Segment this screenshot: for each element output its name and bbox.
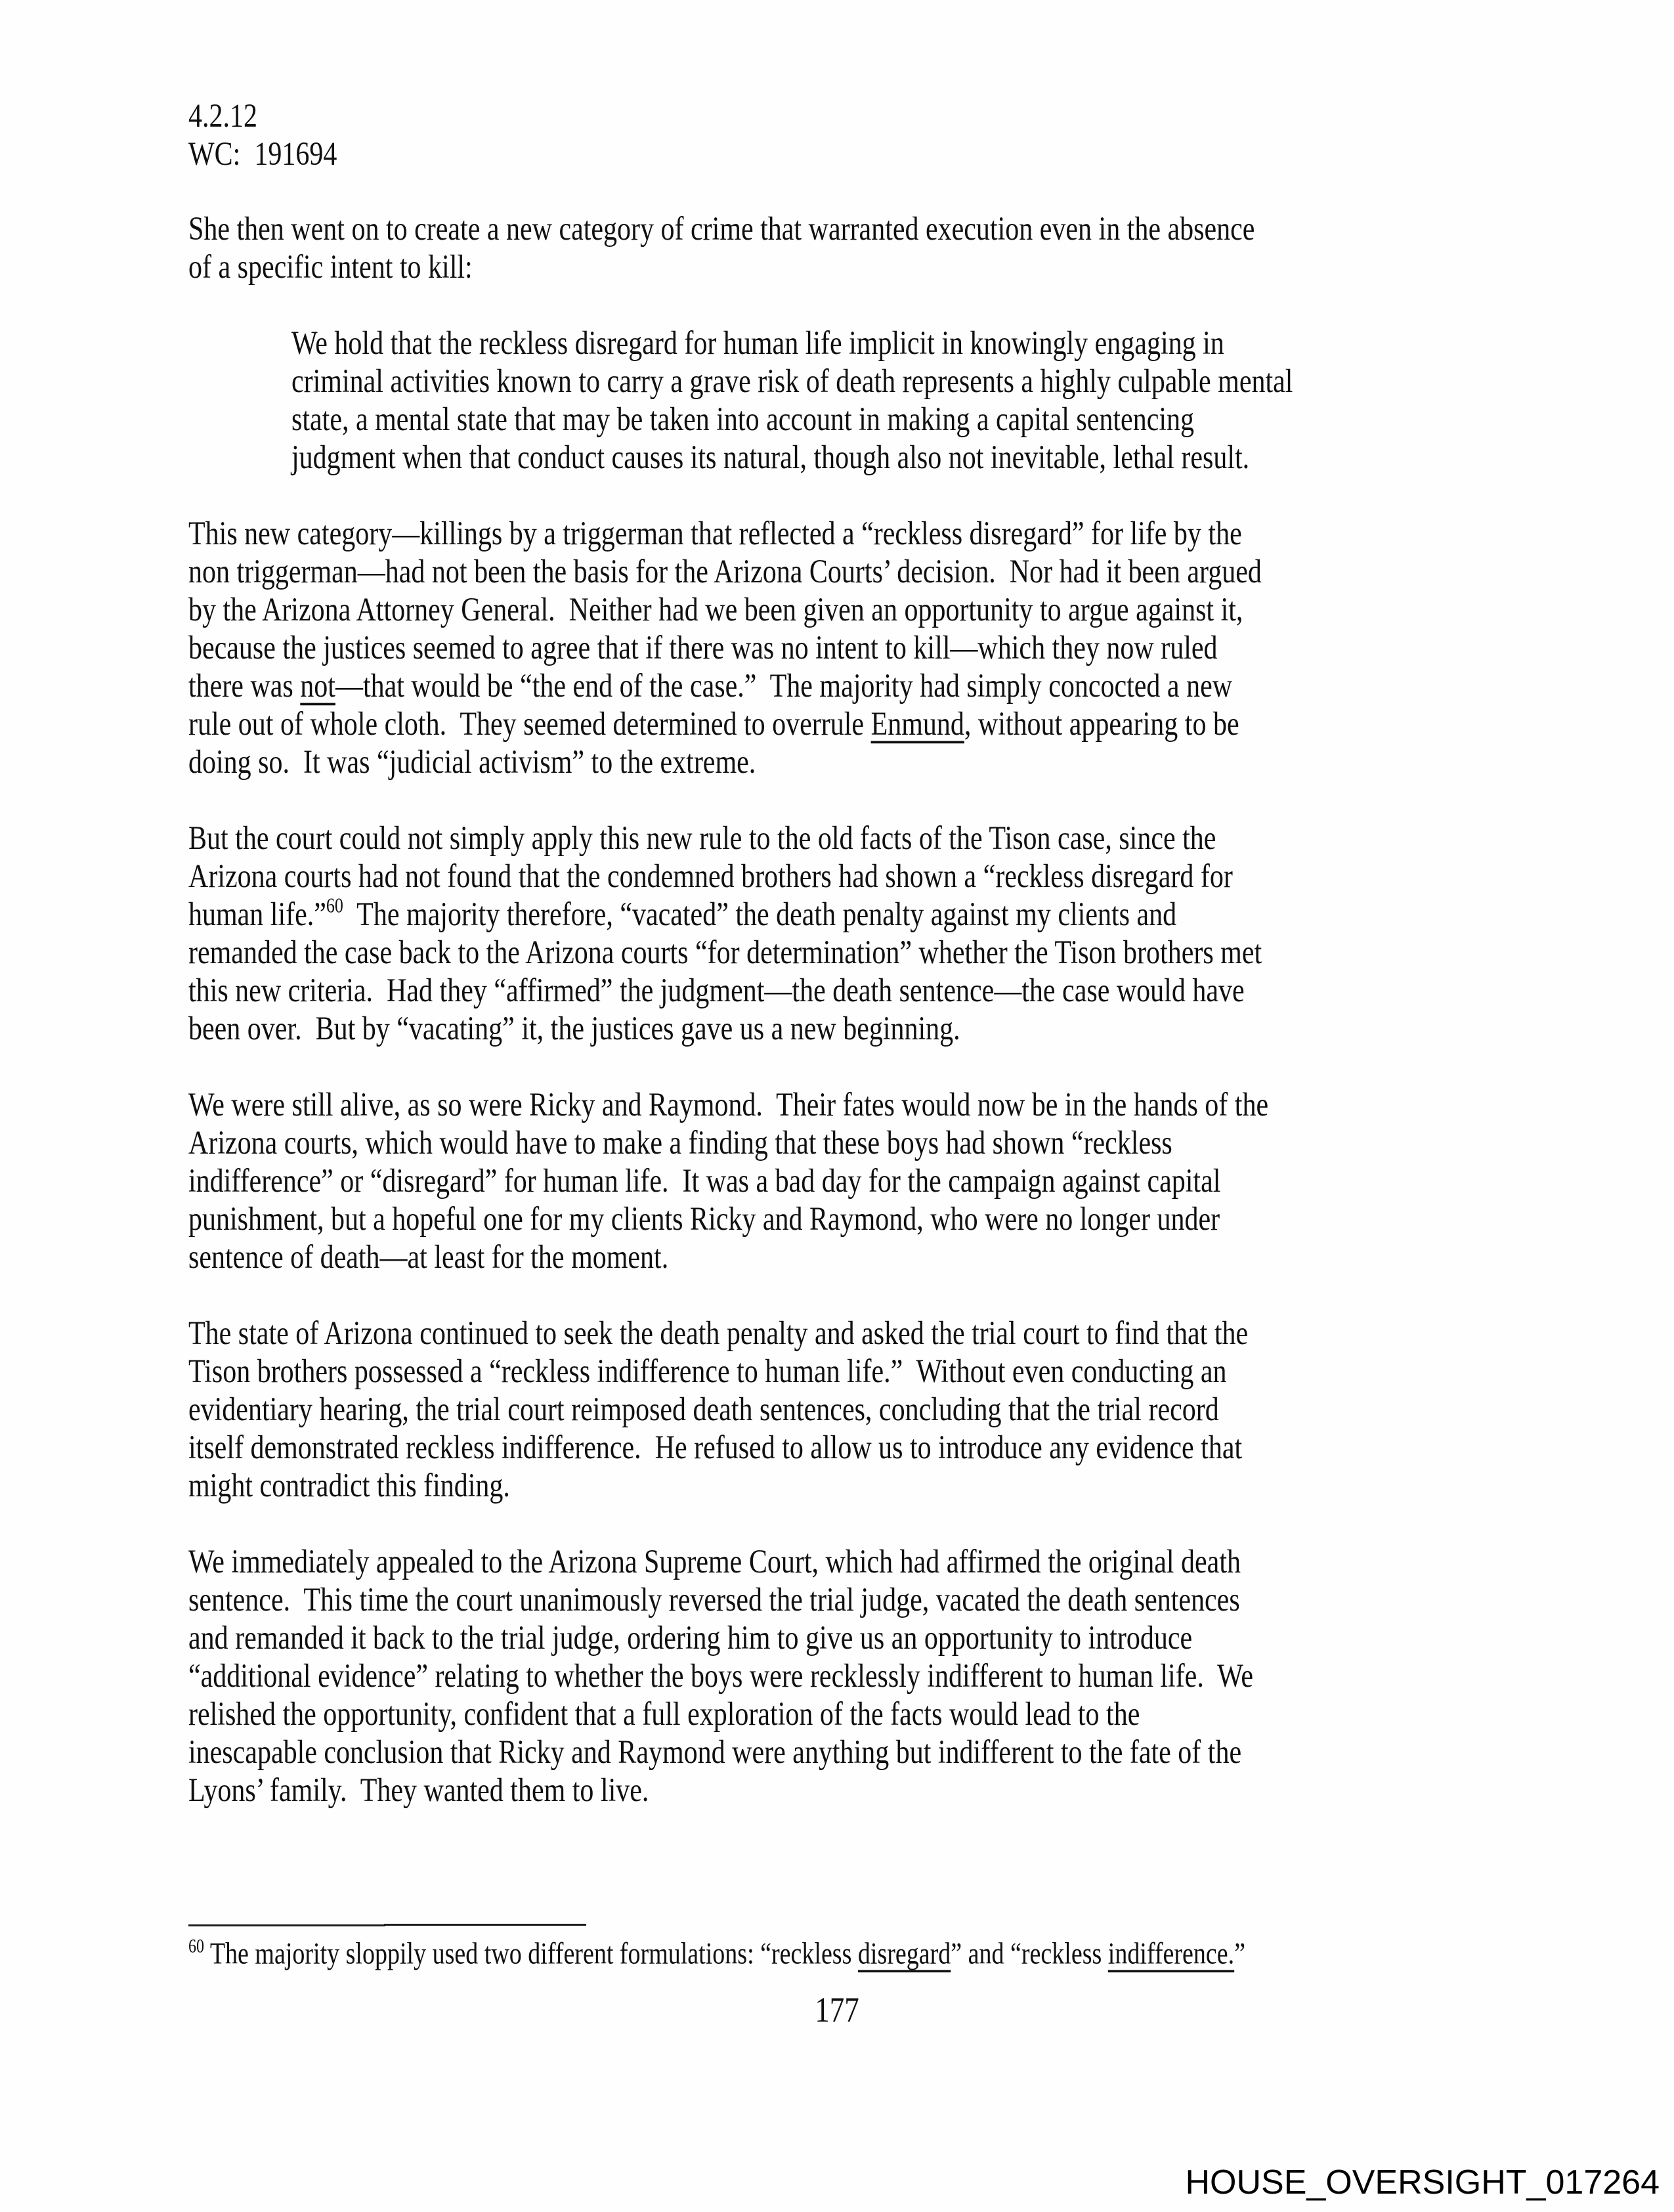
footnote-separator bbox=[188, 1924, 590, 1926]
footnote-area bbox=[188, 1924, 1501, 1970]
text-line bbox=[188, 1006, 1534, 1052]
paragraph bbox=[188, 1086, 1534, 1276]
page-number: 177 bbox=[815, 1990, 859, 2029]
text-segment: doing so. It was “judicial activism” to the extreme. bbox=[188, 743, 756, 781]
text-segment: this new criteria. Had they “affirmed” the judgment—the death sentence—the case would have bbox=[188, 972, 1245, 1010]
text-segment: Tison brothers possessed a “reckless indifference to human life.” Without even conducting an bbox=[188, 1353, 1227, 1391]
paragraph bbox=[188, 819, 1534, 1048]
text-segment: judgment when that conduct causes its natural, though also not inevitable, lethal result. bbox=[291, 439, 1250, 477]
text-segment: Arizona courts, which would have to make a finding that these boys had shown “reckless bbox=[188, 1124, 1172, 1162]
document-body bbox=[188, 210, 1534, 1810]
text-line bbox=[291, 435, 1534, 481]
footnote-reference: 60 bbox=[326, 894, 343, 917]
text-line bbox=[188, 244, 1534, 291]
text-segment: because the justices seemed to agree that if there was no intent to kill—which they now ruled bbox=[188, 629, 1218, 667]
text-line bbox=[188, 1234, 1534, 1281]
text-segment: been over. But by “vacating” it, the justices gave us a new beginning. bbox=[188, 1010, 960, 1048]
text-segment: relished the opportunity, confident that a full exploration of the facts would lead to the bbox=[188, 1695, 1140, 1733]
text-line bbox=[188, 1463, 1534, 1509]
text-line bbox=[188, 739, 1534, 786]
footnote-reference: 60 bbox=[188, 1936, 204, 1957]
text-line bbox=[188, 1767, 1534, 1814]
text-segment: ” and “reckless bbox=[951, 1937, 1108, 1971]
text-segment: Arizona courts had not found that the condemned brothers had shown a “reckless disregard for bbox=[188, 857, 1233, 896]
text-segment: This new category—killings by a triggerman that reflected a “reckless disregard” for life by the bbox=[188, 515, 1242, 553]
footnote-separator-segment bbox=[188, 1924, 385, 1926]
text-segment: remanded the case back to the Arizona courts “for determination” whether the Tison brothers met bbox=[188, 934, 1262, 972]
document-content bbox=[188, 97, 1534, 1810]
text-segment: The majority therefore, “vacated” the death penalty against my clients and bbox=[343, 896, 1177, 934]
text-segment: She then went on to create a new category of crime that warranted execution even in the absence bbox=[188, 210, 1255, 248]
text-segment: —that would be “the end of the case.” The majority had simply concocted a new bbox=[335, 667, 1233, 705]
text-segment: indifference” or “disregard” for human life. It was a bad day for the campaign against capital bbox=[188, 1162, 1221, 1200]
text-segment: there was bbox=[188, 667, 301, 705]
text-segment: , without appearing to be bbox=[964, 705, 1239, 743]
text-segment: non triggerman—had not been the basis for the Arizona Courts’ decision. Nor had it been argued bbox=[188, 553, 1262, 591]
underlined-text: indifference. bbox=[1107, 1937, 1235, 1971]
text-segment: by the Arizona Attorney General. Neither had we been given an opportunity to argue against it, bbox=[188, 591, 1243, 629]
text-segment: criminal activities known to carry a grave risk of death represents a highly culpable mental bbox=[291, 362, 1293, 401]
text-segment: and remanded it back to the trial judge, ordering him to give us an opportunity to introduce bbox=[188, 1619, 1193, 1657]
text-segment: punishment, but a hopeful one for my clients Ricky and Raymond, who were no longer under bbox=[188, 1200, 1220, 1238]
paragraph bbox=[188, 515, 1534, 781]
underlined-text: disregard bbox=[857, 1937, 951, 1971]
footnote-text bbox=[188, 1934, 1501, 1974]
underlined-text: Enmund bbox=[870, 705, 964, 743]
paragraph bbox=[188, 1543, 1534, 1810]
underlined-text: not bbox=[300, 667, 335, 705]
text-segment: might contradict this finding. bbox=[188, 1467, 510, 1505]
text-segment: sentence of death—at least for the moment. bbox=[188, 1238, 669, 1276]
text-segment: But the court could not simply apply this new rule to the old facts of the Tison case, since the bbox=[188, 819, 1216, 857]
text-segment: rule out of whole cloth. They seemed determined to overrule bbox=[188, 705, 871, 743]
text-segment: inescapable conclusion that Ricky and Raymond were anything but indifferent to the fate of the bbox=[188, 1733, 1242, 1771]
paragraph bbox=[188, 1314, 1534, 1505]
document-header bbox=[188, 97, 1534, 173]
text-segment: Lyons’ family. They wanted them to live. bbox=[188, 1771, 649, 1810]
paragraph bbox=[188, 210, 1534, 286]
bates-stamp: HOUSE_OVERSIGHT_017264 bbox=[1185, 2163, 1660, 2201]
text-segment: evidentiary hearing, the trial court reimposed death sentences, concluding that the trial record bbox=[188, 1391, 1219, 1429]
block-quote bbox=[291, 324, 1534, 477]
text-segment: ” bbox=[1234, 1937, 1246, 1971]
text-segment: state, a mental state that may be taken into account in making a capital sentencing bbox=[291, 401, 1195, 439]
text-segment: sentence. This time the court unanimously reversed the trial judge, vacated the death sentences bbox=[188, 1581, 1240, 1619]
text-segment: We immediately appealed to the Arizona Supreme Court, which had affirmed the original death bbox=[188, 1543, 1241, 1581]
text-segment: The state of Arizona continued to seek the death penalty and asked the trial court to find that the bbox=[188, 1314, 1249, 1353]
footnote-separator-segment bbox=[384, 1924, 586, 1926]
header-word-count: WC: 191694 bbox=[188, 135, 337, 173]
text-segment: “additional evidence” relating to whether the boys were recklessly indifferent to human life. We bbox=[188, 1657, 1253, 1695]
text-segment: We were still alive, as so were Ricky and Raymond. Their fates would now be in the hands of the bbox=[188, 1086, 1269, 1124]
text-segment: The majority sloppily used two different formulations: “reckless bbox=[204, 1937, 858, 1971]
text-segment: We hold that the reckless disregard for human life implicit in knowingly engaging in bbox=[291, 324, 1224, 362]
text-segment: itself demonstrated reckless indifference. He refused to allow us to introduce any evidence that bbox=[188, 1429, 1243, 1467]
text-segment: human life.” bbox=[188, 896, 326, 934]
text-segment: of a specific intent to kill: bbox=[188, 248, 473, 286]
header-date: 4.2.12 bbox=[188, 97, 257, 135]
